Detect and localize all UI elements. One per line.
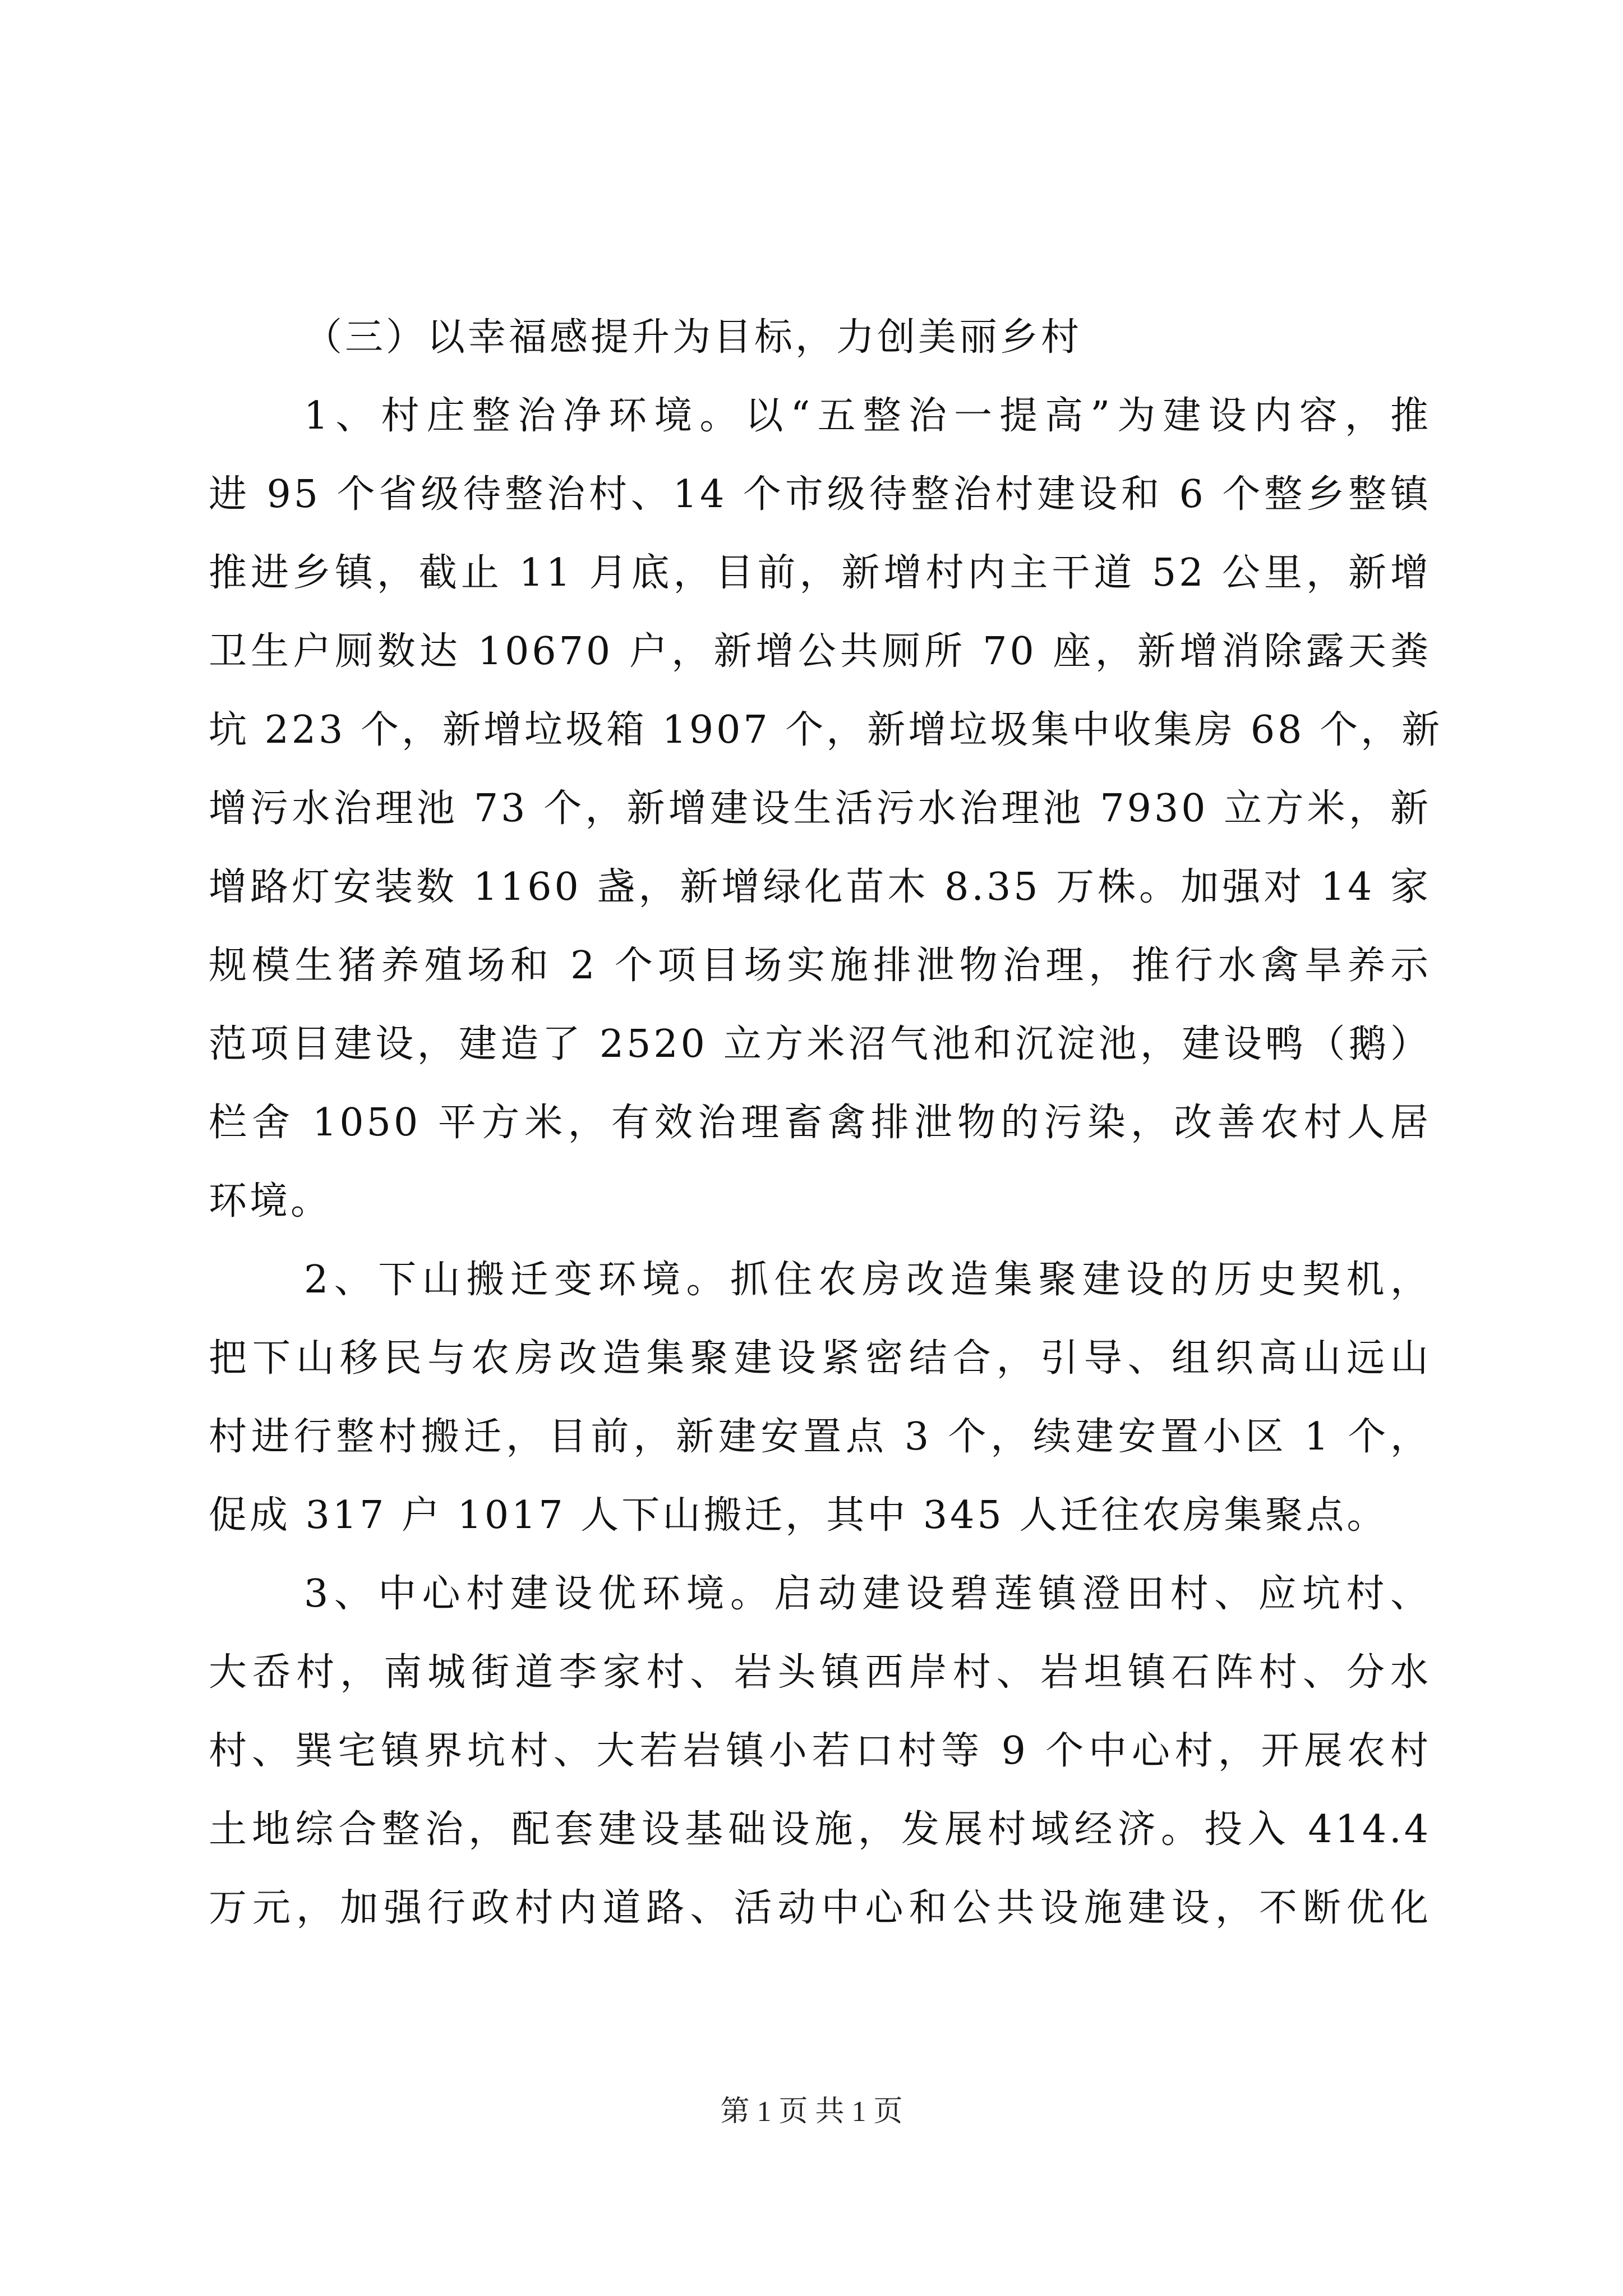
paragraph-line: 卫生户厕数达 10670 户，新增公共厕所 70 座，新增消除露天粪 (209, 629, 1431, 674)
paragraph-line: 进 95 个省级待整治村、14 个市级待整治村建设和 6 个整乡整镇 (209, 472, 1431, 517)
paragraph-3 (209, 1555, 1431, 1948)
paragraph-line: 促成 317 户 1017 人下山搬迁，其中 345 人迁往农房集聚点。 (209, 1493, 1388, 1538)
paragraph-line: 增污水治理池 73 个，新增建设生活污水治理池 7930 立方米，新 (209, 786, 1431, 831)
document-body (209, 298, 1443, 1948)
paragraph-line: 环境。 (209, 1179, 332, 1223)
paragraph-line: 规模生猪养殖场和 2 个项目场实施排泄物治理，推行水禽旱养示 (209, 944, 1431, 988)
paragraph-line: 万元，加强行政村内道路、活动中心和公共设施建设，不断优化 (209, 1886, 1431, 1930)
paragraph-line: 2、下山搬迁变环境。抓住农房改造集聚建设的历史契机， (304, 1258, 1431, 1302)
paragraph-line: 3、中心村建设优环境。启动建设碧莲镇澄田村、应坑村、 (304, 1572, 1431, 1616)
paragraph-line: 范项目建设，建造了 2520 立方米沼气池和沉淀池，建设鸭（鹅） (209, 1022, 1431, 1066)
page-number-footer: 第 1 页 共 1 页 (720, 2096, 903, 2128)
section-heading: （三）以幸福感提升为目标，力创美丽乡村 (304, 315, 1082, 360)
paragraph-line: 村、巽宅镇界坑村、大若岩镇小若口村等 9 个中心村，开展农村 (209, 1729, 1431, 1773)
paragraph-line: 栏舍 1050 平方米，有效治理畜禽排泄物的污染，改善农村人居 (209, 1101, 1431, 1145)
paragraph-2 (209, 1241, 1431, 1555)
paragraph-line: 1、村庄整治净环境。以“五整治一提高”为建设内容，推 (304, 394, 1431, 438)
paragraph-line: 坑 223 个，新增垃圾箱 1907 个，新增垃圾集中收集房 68 个，新 (209, 708, 1443, 752)
paragraph-line: 大岙村，南城街道李家村、岩头镇西岸村、岩坦镇石阵村、分水 (209, 1650, 1431, 1695)
paragraph-1 (209, 377, 1443, 1241)
paragraph-line: 土地综合整治，配套建设基础设施，发展村域经济。投入 414.4 (209, 1807, 1431, 1852)
paragraph-line: 把下山移民与农房改造集聚建设紧密结合，引导、组织高山远山 (209, 1336, 1431, 1381)
paragraph-line: 村进行整村搬迁，目前，新建安置点 3 个，续建安置小区 1 个， (209, 1415, 1431, 1459)
paragraph-line: 推进乡镇，截止 11 月底，目前，新增村内主干道 52 公里，新增 (209, 551, 1431, 595)
paragraph-line: 增路灯安装数 1160 盏，新增绿化苗木 8.35 万株。加强对 14 家 (209, 865, 1431, 909)
